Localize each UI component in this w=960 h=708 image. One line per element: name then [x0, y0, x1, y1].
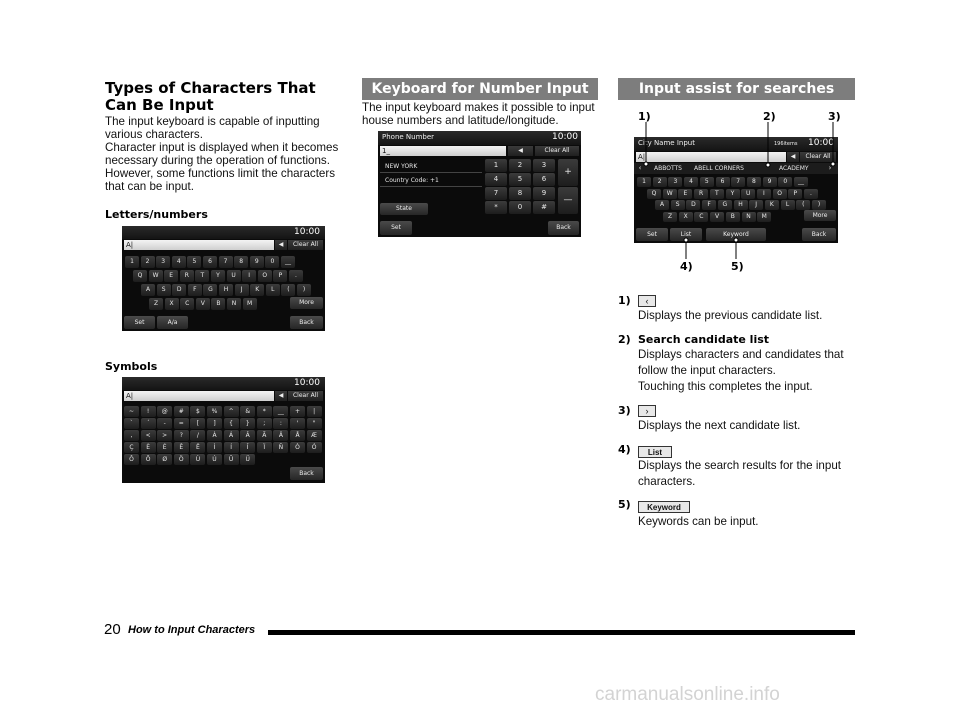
keyboard-key[interactable]: Õ — [141, 454, 156, 465]
candidate-item[interactable]: ABBOTTS — [654, 165, 682, 172]
input-assist-banner: Input assist for searches — [618, 78, 855, 100]
symbols-heading: Symbols — [105, 360, 158, 373]
keyboard-key[interactable]: N — [227, 298, 241, 310]
paragraph-line: Character input is displayed when it becomes — [105, 141, 339, 154]
state-button[interactable]: State — [380, 203, 428, 215]
keyboard-key[interactable]: 4 — [684, 177, 698, 187]
keyboard-key[interactable]: 7 — [731, 177, 745, 187]
keyboard-key[interactable]: # — [174, 406, 189, 417]
paragraph-line: house numbers and latitude/longitude. — [362, 114, 559, 127]
clear-all-button[interactable]: Clear All — [535, 146, 579, 156]
legend-text: follow the input characters. — [638, 364, 776, 377]
screen-title: Phone Number — [382, 133, 435, 141]
keyboard-key[interactable]: C — [694, 212, 708, 222]
numpad-key[interactable]: # — [533, 201, 555, 214]
keyboard-key[interactable]: Z — [149, 298, 163, 310]
chevron-left-icon: ◀ — [278, 392, 284, 399]
keyboard-key[interactable]: " — [307, 418, 322, 429]
keyboard-key[interactable]: ^ — [224, 406, 239, 417]
list-button[interactable]: List — [670, 228, 702, 241]
keyboard-key[interactable]: 8 — [234, 256, 248, 268]
keyboard-key[interactable]: M — [243, 298, 257, 310]
watermark: carmanualsonline.info — [595, 684, 780, 705]
keyboard-key[interactable]: 2 — [141, 256, 155, 268]
numpad-key[interactable]: 6 — [533, 173, 555, 186]
keyboard-key[interactable]: ´ — [141, 418, 156, 429]
keyboard-key[interactable]: L — [781, 200, 795, 210]
candidate-item[interactable]: ACADEMY — [779, 165, 809, 172]
keyboard-key[interactable]: R — [694, 189, 708, 199]
input-field[interactable]: A| — [124, 391, 274, 401]
keyboard-key[interactable]: 6 — [203, 256, 217, 268]
keyboard-key[interactable]: 3 — [156, 256, 170, 268]
keyboard-key[interactable]: E — [678, 189, 692, 199]
backspace-button[interactable] — [275, 391, 287, 401]
backspace-button[interactable] — [508, 146, 533, 156]
keyboard-key[interactable]: ) — [297, 284, 311, 296]
keyboard-key[interactable]: @ — [157, 406, 172, 417]
legend-text: Displays characters and candidates that — [638, 348, 844, 361]
keyboard-key[interactable]: Ç — [124, 442, 139, 453]
keyboard-key[interactable]: . — [804, 189, 818, 199]
keyboard-key[interactable]: Å — [290, 430, 305, 441]
numpad-key[interactable]: 8 — [509, 187, 531, 200]
next-candidates-icon[interactable]: › — [828, 164, 832, 172]
keyboard-key[interactable]: [ — [190, 418, 205, 429]
keyboard-key[interactable]: : — [273, 418, 288, 429]
keyboard-key[interactable]: ? — [174, 430, 189, 441]
case-toggle-button[interactable]: A/a — [157, 316, 188, 329]
keyboard-key[interactable]: Z — [663, 212, 677, 222]
keyboard-key[interactable]: 3 — [668, 177, 682, 187]
keyboard-key[interactable]: Ô — [124, 454, 139, 465]
keyboard-key[interactable]: 1 — [125, 256, 139, 268]
legend-number: 1) — [618, 294, 631, 307]
paragraph-line: necessary during the operation of functions. — [105, 154, 330, 167]
back-button[interactable]: Back — [290, 467, 323, 480]
legend-text: Keywords can be input. — [638, 515, 759, 528]
symbols-keyboard-screen — [122, 377, 325, 483]
clear-all-button[interactable]: Clear All — [288, 240, 323, 250]
clear-all-button[interactable]: Clear All — [288, 391, 323, 401]
keyboard-key[interactable]: M — [757, 212, 771, 222]
chevron-left-icon: ◀ — [790, 153, 796, 160]
chevron-left-icon: ◀ — [278, 241, 284, 248]
keyboard-key[interactable]: V — [710, 212, 724, 222]
keyboard-key[interactable]: I — [242, 270, 256, 282]
keyboard-key[interactable]: F — [702, 200, 716, 210]
previous-candidates-icon[interactable]: ‹ — [638, 164, 642, 172]
numpad-key[interactable]: 4 — [485, 173, 507, 186]
keyboard-key[interactable]: J — [235, 284, 249, 296]
keyboard-key[interactable]: Á — [224, 430, 239, 441]
keyboard-key[interactable]: Æ — [307, 430, 322, 441]
numpad-key[interactable]: 0 — [509, 201, 531, 214]
list-item[interactable]: NEW YORK — [380, 160, 482, 173]
keyboard-key[interactable]: ; — [257, 418, 272, 429]
keyboard-key[interactable]: Ù — [190, 454, 205, 465]
footer-rule — [268, 630, 855, 635]
paragraph-line: The input keyboard makes it possible to input — [362, 101, 595, 114]
keyboard-key[interactable]: 8 — [747, 177, 761, 187]
keyboard-key[interactable]: Ì — [207, 442, 222, 453]
keyboard-key[interactable]: . — [289, 270, 303, 282]
back-button[interactable]: Back — [548, 221, 579, 235]
keyboard-key[interactable]: ( — [281, 284, 295, 296]
keyboard-key[interactable]: / — [190, 430, 205, 441]
keyboard-key[interactable]: * — [257, 406, 272, 417]
numpad-key[interactable]: 5 — [509, 173, 531, 186]
input-field[interactable]: 1_ — [380, 146, 506, 156]
keyboard-key[interactable]: Ë — [190, 442, 205, 453]
plus-key[interactable]: + — [558, 159, 578, 186]
keyboard-key[interactable]: Ò — [290, 442, 305, 453]
keyboard-key[interactable]: T — [710, 189, 724, 199]
paragraph-line: various characters. — [105, 128, 203, 141]
keyboard-key[interactable]: > — [157, 430, 172, 441]
legend-text: Displays the previous candidate list. — [638, 309, 823, 322]
keyboard-key[interactable]: R — [180, 270, 194, 282]
keyboard-key[interactable]: = — [174, 418, 189, 429]
keyboard-key[interactable]: A — [141, 284, 155, 296]
keyboard-key[interactable]: X — [165, 298, 179, 310]
keyboard-key[interactable]: O — [258, 270, 272, 282]
keyboard-key[interactable]: Ó — [307, 442, 322, 453]
keyboard-key[interactable]: & — [240, 406, 255, 417]
keyboard-key[interactable]: Ê — [174, 442, 189, 453]
keyboard-key[interactable]: | — [307, 406, 322, 417]
back-button[interactable]: Back — [290, 316, 323, 329]
numpad-key[interactable]: 7 — [485, 187, 507, 200]
keyboard-key[interactable]: P — [788, 189, 802, 199]
callout-2: 2) — [763, 110, 776, 123]
keyboard-key[interactable]: A — [655, 200, 669, 210]
back-button[interactable]: Back — [802, 228, 836, 241]
keyboard-key[interactable]: F — [188, 284, 202, 296]
keyboard-key[interactable]: 4 — [172, 256, 186, 268]
legend-number: 3) — [618, 404, 631, 417]
keyboard-key[interactable]: 2 — [653, 177, 667, 187]
minus-key[interactable]: — — [558, 187, 578, 214]
keyboard-key[interactable]: % — [207, 406, 222, 417]
callout-leaders — [600, 100, 860, 280]
keyboard-key[interactable]: K — [250, 284, 264, 296]
keyboard-key[interactable]: D — [686, 200, 700, 210]
keyboard-key[interactable]: V — [196, 298, 210, 310]
keyboard-key[interactable]: Y — [726, 189, 740, 199]
list-item[interactable]: Country Code: +1 — [380, 174, 482, 187]
keyboard-key[interactable]: $ — [190, 406, 205, 417]
keyboard-key[interactable]: __ — [273, 406, 288, 417]
keyboard-key[interactable]: Ø — [157, 454, 172, 465]
keyboard-key[interactable]: 0 — [778, 177, 792, 187]
keyboard-key[interactable]: U — [227, 270, 241, 282]
keyboard-key[interactable]: C — [180, 298, 194, 310]
chevron-left-icon: ◀ — [518, 147, 523, 154]
screen-title: City Name Input — [638, 139, 695, 147]
legend-text: characters. — [638, 475, 696, 488]
number-keyboard-screen — [378, 131, 581, 237]
keyboard-key[interactable]: B — [726, 212, 740, 222]
clock: 10:00 — [294, 378, 320, 388]
keyboard-key[interactable]: 1 — [637, 177, 651, 187]
keyboard-key[interactable]: ) — [812, 200, 826, 210]
keyboard-key[interactable]: } — [240, 418, 255, 429]
keyboard-key[interactable]: I — [757, 189, 771, 199]
keyboard-key[interactable]: U — [741, 189, 755, 199]
callout-5: 5) — [731, 260, 744, 273]
keyboard-key[interactable]: W — [149, 270, 163, 282]
keyboard-key[interactable]: , — [124, 430, 139, 441]
keyboard-key[interactable]: G — [203, 284, 217, 296]
keyboard-key[interactable]: __ — [281, 256, 295, 268]
keyboard-key[interactable]: 5 — [700, 177, 714, 187]
legend-number: 2) — [618, 333, 631, 346]
keyboard-key[interactable]: W — [663, 189, 677, 199]
section-title: Types of Characters That Can Be Input — [105, 79, 316, 114]
keyboard-key[interactable]: D — [172, 284, 186, 296]
keyboard-key[interactable]: Í — [224, 442, 239, 453]
footer-section-title: How to Input Characters — [128, 624, 256, 636]
set-button[interactable]: Set — [380, 221, 412, 235]
keyboard-key[interactable]: - — [157, 418, 172, 429]
callout-3: 3) — [828, 110, 841, 123]
keyboard-key[interactable]: { — [224, 418, 239, 429]
keyboard-key[interactable]: ( — [796, 200, 810, 210]
keyboard-key[interactable]: O — [773, 189, 787, 199]
numpad-key[interactable]: 9 — [533, 187, 555, 200]
keyboard-key[interactable]: P — [273, 270, 287, 282]
keyboard-key[interactable]: Û — [224, 454, 239, 465]
keyword-button-icon: Keyword — [638, 501, 690, 513]
keyboard-key[interactable]: K — [765, 200, 779, 210]
keyboard-key[interactable]: ' — [290, 418, 305, 429]
list-button-icon: List — [638, 446, 672, 458]
backspace-button[interactable] — [275, 240, 287, 250]
keyboard-key[interactable]: 9 — [763, 177, 777, 187]
keyboard-key[interactable]: 7 — [219, 256, 233, 268]
keyboard-key[interactable]: Ö — [174, 454, 189, 465]
letters-heading: Letters/numbers — [105, 208, 208, 221]
keyboard-key[interactable]: Q — [647, 189, 661, 199]
keyboard-key[interactable]: S — [157, 284, 171, 296]
item-count: 196items — [774, 141, 798, 147]
legend-text: Displays the search results for the input — [638, 459, 841, 472]
paragraph-line: The input keyboard is capable of inputting — [105, 115, 320, 128]
paragraph-line: that can be input. — [105, 180, 194, 193]
legend-title: Search candidate list — [638, 333, 770, 346]
keyboard-key[interactable]: 5 — [187, 256, 201, 268]
legend-number: 5) — [618, 498, 631, 511]
keyboard-key[interactable]: Ú — [207, 454, 222, 465]
paragraph-line: However, some functions limit the characters — [105, 167, 336, 180]
keyboard-key[interactable]: ` — [124, 418, 139, 429]
keyboard-key[interactable]: 9 — [250, 256, 264, 268]
legend-number: 4) — [618, 443, 631, 456]
keyboard-key[interactable]: Î — [240, 442, 255, 453]
legend-text: Touching this completes the input. — [638, 380, 813, 393]
set-button[interactable]: Set — [636, 228, 668, 241]
keyboard-key[interactable]: L — [266, 284, 280, 296]
keyword-button[interactable]: Keyword — [706, 228, 766, 241]
keyboard-key[interactable]: ! — [141, 406, 156, 417]
keyboard-key[interactable]: S — [671, 200, 685, 210]
keyboard-key[interactable]: H — [219, 284, 233, 296]
chevron-right-icon: › — [638, 405, 656, 417]
keyboard-key[interactable]: ~ — [124, 406, 139, 417]
chevron-left-icon: ‹ — [638, 295, 656, 307]
keyboard-key[interactable]: N — [742, 212, 756, 222]
input-field[interactable]: A| — [636, 152, 786, 162]
keyboard-key[interactable]: È — [141, 442, 156, 453]
keyboard-key[interactable]: Ñ — [273, 442, 288, 453]
keyboard-key[interactable]: Ï — [257, 442, 272, 453]
more-button[interactable]: More — [290, 297, 323, 309]
keyboard-key[interactable]: Y — [211, 270, 225, 282]
keyboard-key[interactable]: Q — [133, 270, 147, 282]
keyboard-key[interactable]: É — [157, 442, 172, 453]
keyboard-key[interactable]: + — [290, 406, 305, 417]
set-button[interactable]: Set — [124, 316, 155, 329]
letters-keyboard-screen — [122, 226, 325, 331]
keyboard-key[interactable]: 6 — [716, 177, 730, 187]
more-button[interactable]: More — [804, 210, 836, 221]
clock: 10:00 — [294, 227, 320, 237]
keyboard-key[interactable]: ] — [207, 418, 222, 429]
callout-1: 1) — [638, 110, 651, 123]
number-keyboard-banner: Keyboard for Number Input — [362, 78, 598, 100]
keyboard-key[interactable]: 0 — [265, 256, 279, 268]
numpad-key[interactable]: 2 — [509, 159, 531, 172]
legend-text: Displays the next candidate list. — [638, 419, 801, 432]
keyboard-key[interactable]: J — [749, 200, 763, 210]
keyboard-key[interactable]: Ä — [273, 430, 288, 441]
numpad-key[interactable]: 1 — [485, 159, 507, 172]
keyboard-key[interactable]: H — [734, 200, 748, 210]
callout-4: 4) — [680, 260, 693, 273]
page-number: 20 — [104, 621, 121, 638]
numpad-key[interactable]: 3 — [533, 159, 555, 172]
keyboard-key[interactable]: < — [141, 430, 156, 441]
keyboard-key[interactable]: Â — [240, 430, 255, 441]
keyboard-key[interactable]: G — [718, 200, 732, 210]
keyboard-key[interactable]: Ü — [240, 454, 255, 465]
keyboard-key[interactable]: E — [164, 270, 178, 282]
keyboard-key[interactable]: À — [207, 430, 222, 441]
numpad-key[interactable]: * — [485, 201, 507, 214]
keyboard-key[interactable]: B — [211, 298, 225, 310]
keyboard-key[interactable]: __ — [794, 177, 808, 187]
clear-all-button[interactable]: Clear All — [800, 152, 836, 162]
candidate-item[interactable]: ABELL CORNERS — [694, 165, 744, 172]
clock: 10:00 — [552, 132, 578, 142]
keyboard-key[interactable]: Ã — [257, 430, 272, 441]
clock: 10:00 — [808, 138, 834, 148]
keyboard-key[interactable]: T — [195, 270, 209, 282]
input-field[interactable]: A| — [124, 240, 274, 250]
keyboard-key[interactable]: X — [679, 212, 693, 222]
